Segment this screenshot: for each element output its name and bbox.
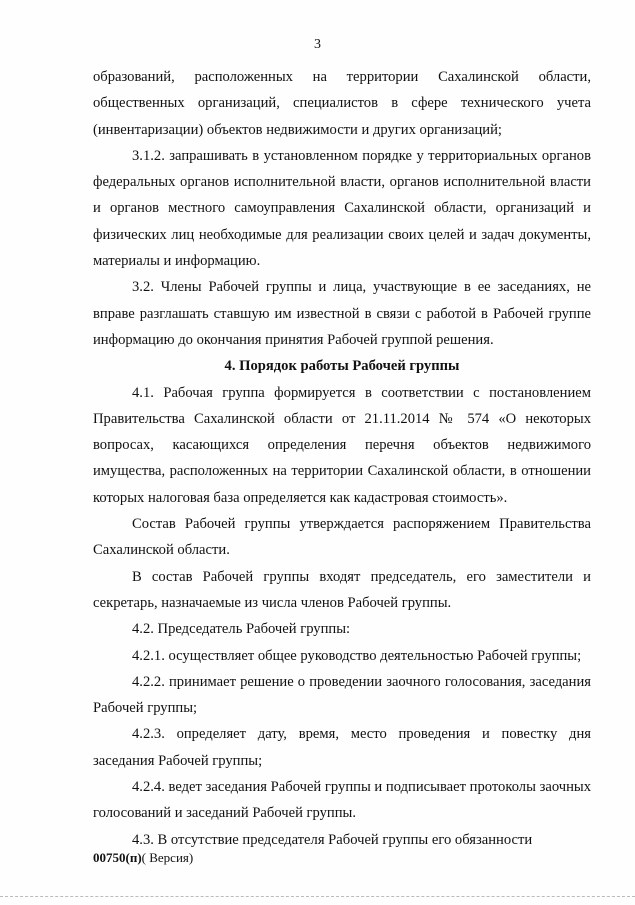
paragraph: 4.1. Рабочая группа формируется в соответствии с постановлением Правительства Сахалинской области от 21.11.2014 № 574 «О некоторых вопросах, касающихся определения перечня объектов недвижимого имущества, расположенных на территории Сахалинской области, в отношении которых налоговая база определяется как кадастровая стоимость». <box>93 384 591 506</box>
paragraph: Состав Рабочей группы утверждается распоряжением Правительства Сахалинской области. <box>93 516 591 559</box>
page-number: 3 <box>314 37 321 52</box>
paragraph: 4.2.3. определяет дату, время, место проведения и повестку дня заседания Рабочей группы; <box>93 726 591 769</box>
paragraph: В состав Рабочей группы входят председатель, его заместители и секретарь, назначаемые из числа членов Рабочей группы. <box>93 568 591 611</box>
paragraph: 3.2. Члены Рабочей группы и лица, участвующие в ее заседаниях, не вправе разглашать ставшую им известной в связи с работой в Рабочей группе информацию до окончания принятия Рабочей группой решения. <box>93 279 591 348</box>
paragraph: 4.2.4. ведет заседания Рабочей группы и подписывает протоколы заочных голосований и заседаний Рабочей группы. <box>93 779 591 822</box>
bottom-divider <box>0 896 635 897</box>
section-heading: 4. Порядок работы Рабочей группы <box>224 358 460 375</box>
document-code: 00750(п) <box>93 850 142 865</box>
document-footer <box>93 850 193 866</box>
paragraph: 4.3. В отсутствие председателя Рабочей группы его обязанности <box>132 831 533 848</box>
paragraph: 4.2.1. осуществляет общее руководство деятельностью Рабочей группы; <box>132 647 582 664</box>
paragraph: 4.2.2. принимает решение о проведении заочного голосования, заседания Рабочей группы; <box>93 673 591 717</box>
document-body <box>93 64 591 853</box>
paragraph: 3.1.2. запрашивать в установленном порядке у территориальных органов федеральных органов исполнительной власти, органов исполнительной власти и органов местного самоуправления Сахалинской области, организаций и физических лиц необходимые для реализации своих целей и задач документы, материалы и информацию. <box>93 147 591 270</box>
paragraph: образований, расположенных на территории Сахалинской области, общественных организаций, специалистов в сфере технического учета (инвентаризации) объектов недвижимости и других организаций; <box>93 69 591 138</box>
document-version: ( Версия) <box>141 850 194 865</box>
paragraph: 4.2. Председатель Рабочей группы: <box>132 621 351 638</box>
